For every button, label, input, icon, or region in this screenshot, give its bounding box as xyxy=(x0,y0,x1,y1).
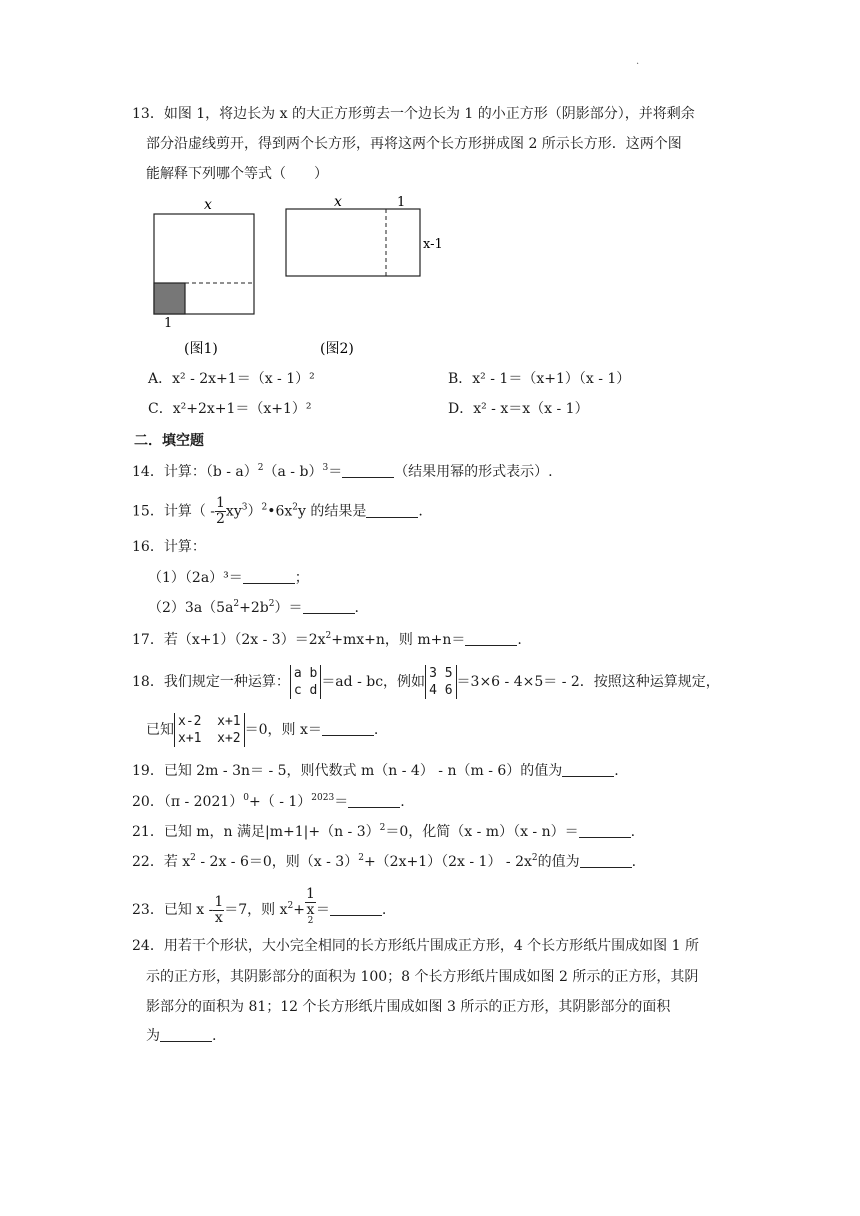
q18-determinant-definition: a b c d xyxy=(290,665,321,699)
q13-option-b[interactable]: B．x² - 1＝（x+1）（x - 1） xyxy=(448,371,631,387)
q24-line4: 为 . xyxy=(146,1028,217,1044)
q23-fraction-2: 1 x $^2$ xyxy=(306,886,315,926)
q18-answer-blank[interactable] xyxy=(322,721,374,736)
fig1-x-label: x xyxy=(204,197,212,213)
q22: 22．若 $x^2 - 2x - 6=0$，则$(x - 3)^2+(2x+1)(2x - 1) - 2x^2$的值为 . xyxy=(132,853,637,870)
q20-answer-blank[interactable] xyxy=(348,793,400,808)
q16-part2: $(2)3a(5a^2+2b^2)=$ . xyxy=(148,599,359,616)
fig2-rectangle xyxy=(286,209,420,276)
fig2-caption: (图2) xyxy=(320,341,354,357)
q23-answer-blank[interactable] xyxy=(330,901,382,916)
q24-line2: 示的正方形，其阴影部分的面积为 100；8 个长方形纸片围成如图 2 所示的正方形，其阴 xyxy=(146,969,699,985)
q21-answer-blank[interactable] xyxy=(579,823,631,838)
q24-line1: 24．用若干个形状，大小完全相同的长方形纸片围成正方形，4 个长方形纸片围成如图 1 所 xyxy=(132,938,699,954)
q18-determinant-example: 3 5 4 6 xyxy=(425,665,456,699)
q15: 15．计算（ - $\frac{1}{2}$ $xy^3)^2•6x^2y$ 的结果是 . xyxy=(132,495,423,527)
fig1-caption: (图1) xyxy=(184,341,218,357)
q13-line2: 部分沿虚线剪开，得到两个长方形，再将这两个长方形拼成图 2 所示长方形．这两个图 xyxy=(146,136,682,152)
q24-line3: 影部分的面积为 81；12 个长方形纸片围成如图 3 所示的正方形，其阴影部分的面积 xyxy=(146,999,671,1015)
q24-answer-blank[interactable] xyxy=(160,1027,212,1042)
q18-line2: 已知 x-2 x+1 x+1 x+2 ＝0，则 x＝ . xyxy=(146,714,379,746)
q18-line1: 18．我们规定一种运算： a b c d ＝ad - bc，例如 3 5 4 6 ＝3×6 - 4×5＝ - 2．按照这种运算规定， xyxy=(132,666,720,698)
q16-part1: （1）（2a）³＝ ； xyxy=(148,570,309,586)
fig2-x-label: x xyxy=(334,194,342,210)
q18-determinant-given: x-2 x+1 x+1 x+2 xyxy=(174,713,245,747)
q15-answer-blank[interactable] xyxy=(366,503,418,518)
q13-figure-2 xyxy=(280,190,460,360)
q17-answer-blank[interactable] xyxy=(465,631,517,646)
q20: 20．（π - 2021）$^0$+（ - 1）$^{2023}$＝ . xyxy=(132,793,405,810)
q16-2-answer-blank[interactable] xyxy=(303,599,355,614)
q13-option-c[interactable]: C．x²+2x+1＝（x+1）² xyxy=(148,401,312,417)
q19: 19．已知 2m - 3n＝ - 5，则代数式 m（n - 4） - n（m - 6）的值为 . xyxy=(132,763,619,779)
q13-line3: 能解释下列哪个等式（ ） xyxy=(146,166,328,182)
q19-answer-blank[interactable] xyxy=(562,762,614,777)
q23: 23．已知 x - $\frac{1}{x}$ ＝7，则 $x^2+$ 1 x $^2$ ＝ . xyxy=(132,887,386,933)
q13-figure-1 xyxy=(140,195,280,360)
q22-answer-blank[interactable] xyxy=(580,853,632,868)
q13-option-d[interactable]: D．x² - x＝x（x - 1） xyxy=(448,401,589,417)
q21: 21．已知 m，n 满足|m+1|+（n - 3）$^2$＝0，化简（x - m）（x - n）＝ . xyxy=(132,823,636,840)
q16-1-answer-blank[interactable] xyxy=(243,569,295,584)
fig2-one-label: 1 xyxy=(397,195,406,210)
q15-fraction: $\frac{1}{2}$ xyxy=(216,495,225,527)
fig1-shaded-square xyxy=(154,283,185,314)
q17: 17．若$(x+1)(2x - 3)=2x^2+mx+n$，则 m+n＝ . xyxy=(132,631,522,648)
fig2-side-label: x-1 xyxy=(423,237,443,252)
page-mark: . xyxy=(636,56,640,67)
q14: 14．计算：（b - a）$^2$（a - b）$^3$＝ （结果用幂的形式表示）. xyxy=(132,463,553,480)
q13-line1: 13．如图 1，将边长为 x 的大正方形剪去一个边长为 1 的小正方形（阴影部分），并将剩余 xyxy=(132,106,695,122)
fig1-one-label: 1 xyxy=(164,316,173,331)
q23-fraction-1: $\frac{1}{x}$ xyxy=(214,893,224,926)
q14-answer-blank[interactable] xyxy=(342,463,394,478)
q13-option-a[interactable]: A．x² - 2x+1＝（x - 1）² xyxy=(148,371,315,387)
q16-title: 16．计算： xyxy=(132,539,206,555)
section-heading-fill-in: 二．填空题 xyxy=(134,433,204,449)
